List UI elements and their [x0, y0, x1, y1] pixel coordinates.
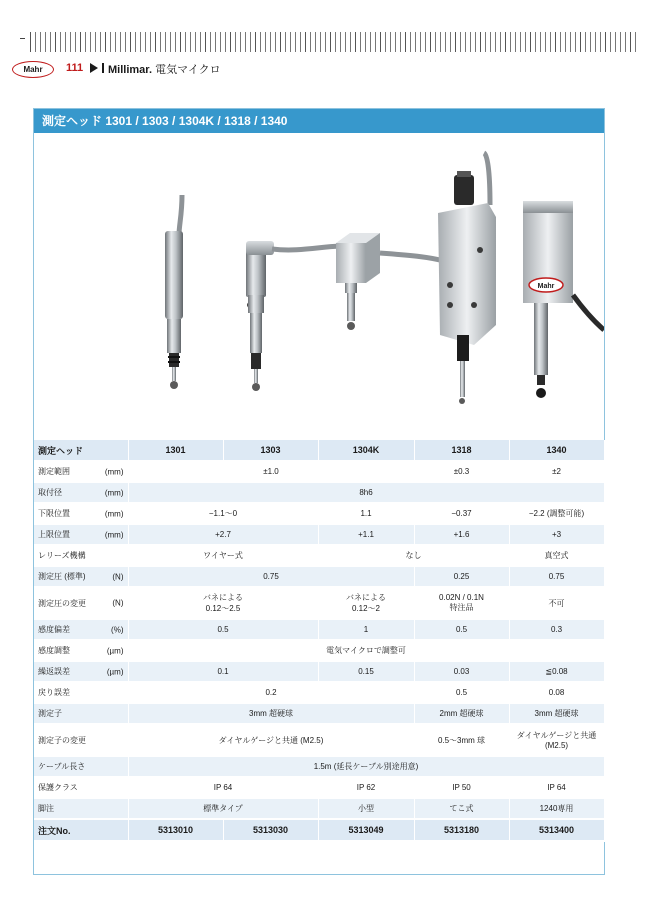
- row-label: [34, 566, 128, 587]
- table-cell: +2.7: [128, 524, 318, 545]
- probe-1301-image: [165, 195, 183, 389]
- table-cell: 0.75: [128, 566, 414, 587]
- table-cell: +1.6: [414, 524, 509, 545]
- ruler: [0, 32, 650, 52]
- ruler-major-tick: [580, 32, 581, 52]
- table-cell: 2mm 超硬球: [414, 703, 509, 724]
- row-label-text: 上限位置: [38, 530, 70, 539]
- spec-table: [34, 440, 605, 842]
- table-cell: +1.1: [318, 524, 414, 545]
- play-arrow-icon: [90, 63, 98, 73]
- table-cell: てこ式: [414, 798, 509, 819]
- order-number: 5313180: [414, 819, 509, 841]
- row-label-text: 感度調整: [38, 646, 70, 655]
- probe-1304k-image: [336, 233, 444, 330]
- table-cell: 0.25: [414, 566, 509, 587]
- ruler-major-tick: [280, 32, 281, 52]
- table-cell: 小型: [318, 798, 414, 819]
- row-label-text: 繰返誤差: [38, 667, 70, 676]
- ruler-major-tick: [630, 32, 631, 52]
- table-cell: IP 62: [318, 777, 414, 798]
- row-unit: (mm): [104, 509, 124, 518]
- table-cell: 0.03: [414, 661, 509, 682]
- table-cell: 0.1: [128, 661, 318, 682]
- ruler-major-tick: [530, 32, 531, 52]
- mahr-logo: Mahr: [12, 61, 54, 78]
- table-cell: −2.2 (調整可能): [509, 503, 604, 524]
- table-cell: +3: [509, 524, 604, 545]
- table-cell: −0.37: [414, 503, 509, 524]
- table-cell: ±2: [509, 461, 604, 482]
- probe-1318-image: [438, 153, 496, 404]
- table-cell: ≦0.08: [509, 661, 604, 682]
- table-row: [34, 566, 604, 587]
- ruler-major-tick: [380, 32, 381, 52]
- ruler-major-tick: [30, 32, 31, 52]
- ruler-major-tick: [405, 32, 406, 52]
- page-title-brand: Millimar.: [108, 64, 153, 76]
- row-unit: (N): [112, 598, 124, 608]
- ruler-major-tick: [555, 32, 556, 52]
- table-header-row: [34, 440, 604, 461]
- row-label: [34, 777, 128, 798]
- row-label-text: 測定圧の変更: [38, 598, 86, 608]
- table-cell: バネによる 0.12〜2.5: [128, 587, 318, 619]
- table-cell: 8h6: [128, 482, 604, 503]
- table-cell: ±0.3: [414, 461, 509, 482]
- section-title: 測定ヘッド 1301 / 1303 / 1304K / 1318 / 1340: [34, 109, 604, 133]
- table-cell: −1.1〜0: [128, 503, 318, 524]
- row-label-text: 感度偏差: [38, 625, 70, 634]
- page-number: 111: [66, 62, 84, 74]
- table-header-model: 1304K: [318, 440, 414, 461]
- row-label-text: 測定子: [38, 709, 62, 718]
- divider: [102, 63, 104, 73]
- table-row: [34, 682, 604, 703]
- table-row: [34, 640, 604, 661]
- table-cell: 標準タイプ: [128, 798, 318, 819]
- ruler-major-tick: [505, 32, 506, 52]
- table-cell: 3mm 超硬球: [128, 703, 414, 724]
- row-label: [34, 503, 128, 524]
- ruler-major-tick: [605, 32, 606, 52]
- table-cell: 真空式: [509, 545, 604, 566]
- table-cell: IP 50: [414, 777, 509, 798]
- ruler-ticks: [30, 32, 640, 52]
- row-label: [34, 682, 128, 703]
- table-cell: バネによる 0.12〜2: [318, 587, 414, 619]
- row-label: [34, 798, 128, 819]
- table-cell: 0.5: [414, 682, 509, 703]
- row-label: [34, 661, 128, 682]
- row-label-text: 下限位置: [38, 509, 70, 518]
- row-label: [34, 482, 128, 503]
- table-cell: 0.15: [318, 661, 414, 682]
- table-cell: 1.1: [318, 503, 414, 524]
- row-label: [34, 640, 128, 661]
- ruler-dash: [20, 38, 25, 39]
- table-cell: 不可: [509, 587, 604, 619]
- ruler-major-tick: [205, 32, 206, 52]
- table-row: [34, 724, 604, 756]
- table-header-label: 測定ヘッド: [34, 440, 128, 461]
- ruler-major-tick: [355, 32, 356, 52]
- table-header-model: 1340: [509, 440, 604, 461]
- ruler-major-tick: [305, 32, 306, 52]
- row-unit: (mm): [104, 530, 124, 539]
- ruler-major-tick: [130, 32, 131, 52]
- spec-table-body: [34, 440, 604, 841]
- table-cell: ダイヤルゲージと共通 (M2.5): [509, 724, 604, 756]
- product-logo-text: Mahr: [537, 283, 555, 290]
- ruler-major-tick: [430, 32, 431, 52]
- table-cell: 1240専用: [509, 798, 604, 819]
- ruler-major-tick: [230, 32, 231, 52]
- row-label: [34, 524, 128, 545]
- table-row: [34, 777, 604, 798]
- table-row: [34, 661, 604, 682]
- ruler-major-tick: [330, 32, 331, 52]
- ruler-major-tick: [80, 32, 81, 52]
- product-photos: [34, 135, 604, 435]
- table-cell: 1.5m (延長ケーブル別途用意): [128, 756, 604, 777]
- order-number-label: 注文No.: [34, 819, 128, 841]
- row-label: [34, 545, 128, 566]
- table-cell: ワイヤー式: [128, 545, 318, 566]
- row-label: [34, 703, 128, 724]
- table-cell: 3mm 超硬球: [509, 703, 604, 724]
- ruler-major-tick: [455, 32, 456, 52]
- row-label-text: 脚注: [38, 804, 54, 813]
- row-label-text: レリーズ機構: [38, 551, 86, 560]
- table-cell: 1: [318, 619, 414, 640]
- row-label-text: 測定圧 (標準): [38, 572, 86, 581]
- row-label: [34, 619, 128, 640]
- table-cell: 0.08: [509, 682, 604, 703]
- row-unit: (µm): [106, 646, 124, 655]
- table-row: [34, 482, 604, 503]
- row-label-text: ケーブル長さ: [38, 762, 86, 771]
- row-label-text: 戻り誤差: [38, 688, 70, 697]
- ruler-major-tick: [480, 32, 481, 52]
- table-cell: ダイヤルゲージと共通 (M2.5): [128, 724, 414, 756]
- row-label: [34, 587, 128, 619]
- table-cell: 0.3: [509, 619, 604, 640]
- row-label: [34, 756, 128, 777]
- table-row: [34, 619, 604, 640]
- ruler-major-tick: [255, 32, 256, 52]
- table-cell: 0.5〜3mm 球: [414, 724, 509, 756]
- table-cell: 0.5: [128, 619, 318, 640]
- table-row: [34, 524, 604, 545]
- ruler-major-tick: [155, 32, 156, 52]
- order-number: 5313049: [318, 819, 414, 841]
- row-label: [34, 724, 128, 756]
- table-row: [34, 587, 604, 619]
- row-label-text: 取付径: [38, 488, 62, 497]
- table-row: [34, 545, 604, 566]
- table-cell: 0.02N / 0.1N 特注品: [414, 587, 509, 619]
- table-header-model: 1318: [414, 440, 509, 461]
- order-number: 5313030: [223, 819, 318, 841]
- page-title-text: 電気マイクロ: [152, 64, 221, 76]
- row-unit: (N): [112, 572, 124, 581]
- table-cell: 電気マイクロで調整可: [128, 640, 604, 661]
- table-row: [34, 503, 604, 524]
- table-cell: 0.2: [128, 682, 414, 703]
- order-number: 5313400: [509, 819, 604, 841]
- row-label-text: 保護クラス: [38, 783, 78, 792]
- row-label: [34, 461, 128, 482]
- ruler-major-tick: [105, 32, 106, 52]
- table-row: [34, 461, 604, 482]
- page-title: [108, 61, 221, 77]
- row-label-text: 測定子の変更: [38, 735, 86, 745]
- row-unit: (%): [111, 625, 124, 634]
- table-cell: 0.75: [509, 566, 604, 587]
- row-unit: (mm): [104, 488, 124, 497]
- table-row: [34, 756, 604, 777]
- table-cell: なし: [318, 545, 509, 566]
- table-cell: 0.5: [414, 619, 509, 640]
- table-cell: ±1.0: [128, 461, 414, 482]
- row-unit: (mm): [104, 467, 124, 476]
- row-unit: (µm): [106, 667, 124, 676]
- ruler-major-tick: [180, 32, 181, 52]
- ruler-major-tick: [55, 32, 56, 52]
- table-row: [34, 703, 604, 724]
- table-cell: IP 64: [509, 777, 604, 798]
- table-header-model: 1303: [223, 440, 318, 461]
- order-number: 5313010: [128, 819, 223, 841]
- table-row: [34, 798, 604, 819]
- row-label-text: 測定範囲: [38, 467, 70, 476]
- probe-1340-image: [523, 201, 604, 398]
- table-header-model: 1301: [128, 440, 223, 461]
- table-cell: IP 64: [128, 777, 318, 798]
- order-number-row: [34, 819, 604, 841]
